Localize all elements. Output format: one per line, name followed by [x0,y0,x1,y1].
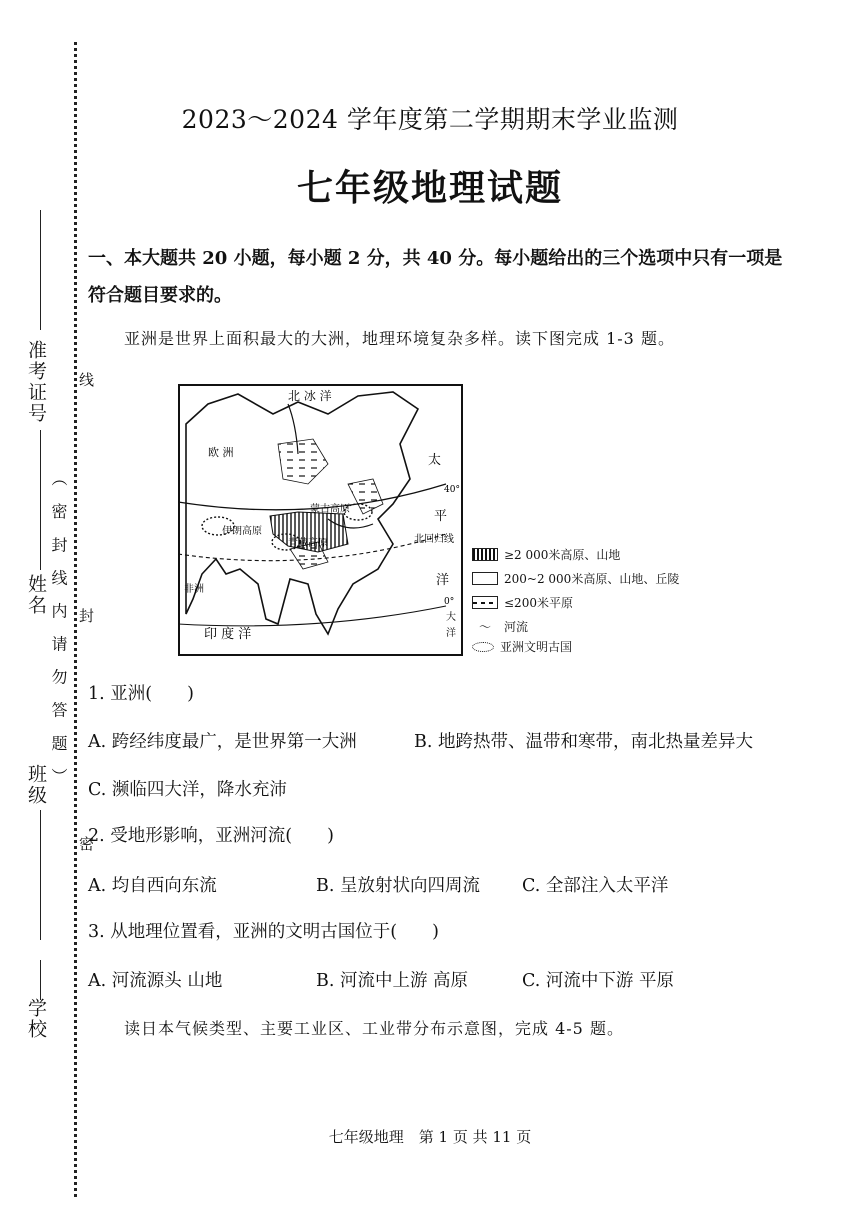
legend-swatch-blank [472,572,498,585]
exam-id-label: 准考证号 [25,340,47,424]
section-instructions: 一、本大题共 20 小题，每小题 2 分，共 40 分。每小题给出的三个选项中只有一项是符合题目要求的。 [88,248,783,306]
question-2-option-a[interactable]: A. 均自西向东流 [88,876,217,896]
name-blank[interactable] [40,430,41,570]
map-label-tropic: 北回归线 [414,534,454,545]
school-blank[interactable] [40,960,41,1000]
question-3-stem: 3. 从地理位置看，亚洲的文明古国位于( ) [88,922,439,942]
question-3-option-b[interactable]: B. 河流中上游 高原 [316,971,469,991]
map-label-yang: 洋 [446,628,456,639]
exam-title: 2023～2024 学年度第二学期期末学业监测 [181,105,679,134]
legend-swatch-hatch [472,548,498,561]
question-2-option-c[interactable]: C. 全部注入太平洋 [522,876,669,896]
legend-civilization: 亚洲文明古国 [472,638,572,655]
legend-plain: ≤200米平原 [472,594,573,611]
question-1-option-c[interactable]: C. 濒临四大洋，降水充沛 [88,780,287,800]
question-1-stem: 1. 亚洲( ) [88,684,194,704]
question-3-option-a[interactable]: A. 河流源头 山地 [88,971,223,991]
legend-river: 〜 河流 [472,618,528,635]
subject-title: 七年级地理试题 [296,168,563,209]
page-footer: 七年级地理 第 1 页 共 11 页 [328,1128,532,1146]
question-2-option-b[interactable]: B. 呈放射状向四周流 [316,876,480,896]
seal-feng-word: 封 [77,608,95,625]
map-label-iran: 伊朗高原 [222,526,262,537]
legend-high-mountain: ≥2 000米高原、山地 [472,546,620,563]
passage-2: 读日本气候类型、主要工业区、工业带分布示意图，完成 4-5 题。 [124,1019,624,1038]
class-blank[interactable] [40,810,41,940]
map-label-pacific-1: 太 [428,453,442,468]
seal-warning: （ 密 封 线 内 请 勿 答 题 ） [49,470,68,790]
question-3-option-c[interactable]: C. 河流中下游 平原 [522,971,674,991]
map-label-arctic: 北 冰 洋 [288,389,332,403]
question-1-option-b[interactable]: B. 地跨热带、温带和寒带，南北热量差异大 [414,732,753,752]
seal-line-word: 线 [77,372,95,389]
asia-map [178,384,463,656]
map-label-da: 大 [446,612,456,623]
map-label-africa: 非洲 [184,584,204,595]
exam-id-blank[interactable] [40,210,41,330]
civilization-icon [472,642,494,652]
name-label: 姓名 [25,574,47,616]
map-label-mongolia: 蒙古高原 [310,504,350,515]
map-label-pacific-3: 洋 [436,573,450,588]
question-1-option-a[interactable]: A. 跨经纬度最广，是世界第一大洲 [88,732,357,752]
map-label-indian-ocean: 印 度 洋 [204,627,252,642]
map-label-europe: 欧 洲 [208,446,234,459]
map-label-tibet: 青藏高原 [288,538,328,549]
class-label: 班级 [25,764,47,806]
map-label-lat0: 0° [444,597,455,607]
question-2-stem: 2. 受地形影响，亚洲河流( ) [88,826,334,846]
map-label-lat40: 40° [444,485,460,495]
school-label: 学校 [25,998,47,1040]
passage-intro: 亚洲是世界上面积最大的大洲，地理环境复杂多样。读下图完成 1-3 题。 [124,329,675,348]
river-icon: 〜 [478,620,491,634]
seal-mi-word: 密 [77,836,95,853]
map-label-pacific-2: 平 [434,509,448,524]
legend-swatch-dashed [472,596,498,609]
legend-mid-elevation: 200~2 000米高原、山地、丘陵 [472,570,679,587]
